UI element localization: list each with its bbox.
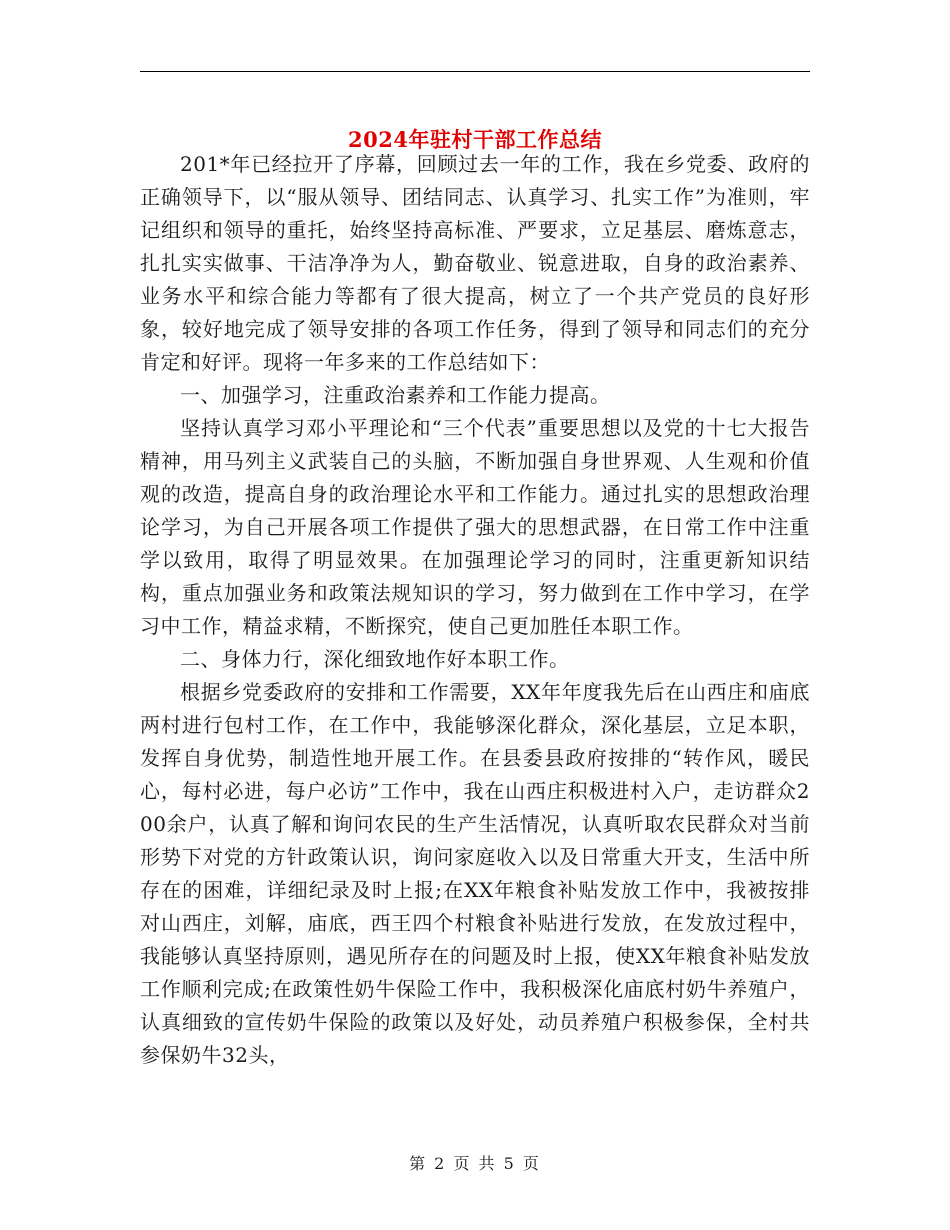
page-number: 第 2 页 共 5 页 xyxy=(409,1154,541,1173)
section-heading-2: 二、身体力行，深化细致地作好本职工作。 xyxy=(180,647,570,671)
paragraph-study: 坚持认真学习邓小平理论和“三个代表”重要思想以及党的十七大报告精神，用马列主义武装自己的头脑，不断加强自身世界观、人生观和价值观的改造，提高自身的政治理论水平和工作能力。通过扎实的思想政治理论学习，为自己开展各项工作提供了强大的思想武器，在日常工作中注重学以致用，取得了明显效果。在加强理论学习的同时，注重更新知识结构，重点加强业务和政策法规知识的学习，努力做到在工作中学习，在学习中工作，精益求精，不断探究，使自己更加胜任本职工作。 xyxy=(140,416,810,638)
paragraph-intro: 201*年已经拉开了序幕，回顾过去一年的工作，我在乡党委、政府的正确领导下，以“服从领导、团结同志、认真学习、扎实工作”为准则，牢记组织和领导的重托，始终坚持高标准、严要求，立足基层、磨炼意志，扎扎实实做事、干洁净净为人，勤奋敬业、锐意进取，自身的政治素养、业务水平和综合能力等都有了很大提高，树立了一个共产党员的良好形象，较好地完成了领导安排的各项工作任务，得到了领导和同志们的充分肯定和好评。现将一年多来的工作总结如下： xyxy=(140,152,810,374)
section-heading-1: 一、加强学习，注重政治素养和工作能力提高。 xyxy=(180,383,611,407)
document-body xyxy=(140,148,810,1072)
paragraph-work: 根据乡党委政府的安排和工作需要，XX年年度我先后在山西庄和庙底两村进行包村工作，在工作中，我能够深化群众，深化基层，立足本职，发挥自身优势，制造性地开展工作。在县委县政府按排的“转作风，暖民心，每村必进，每户必访”工作中，我在山西庄积极进村入户，走访群众200余户，认真了解和询问农民的生产生活情况，认真听取农民群众对当前形势下对党的方针政策认识，询问家庭收入以及日常重大开支，生活中所存在的困难，详细纪录及时上报;在XX年粮食补贴发放工作中，我被按排对山西庄，刘解，庙底，西王四个村粮食补贴进行发放，在发放过程中，我能够认真坚持原则，遇见所存在的问题及时上报，使XX年粮食补贴发放工作顺利完成;在政策性奶牛保险工作中，我积极深化庙底村奶牛养殖户，认真细致的宣传奶牛保险的政策以及好处，动员养殖户积极参保，全村共参保奶牛32头， xyxy=(140,680,810,1067)
document-title: 2024年驻村干部工作总结 xyxy=(348,127,602,153)
header-rule xyxy=(140,71,810,72)
